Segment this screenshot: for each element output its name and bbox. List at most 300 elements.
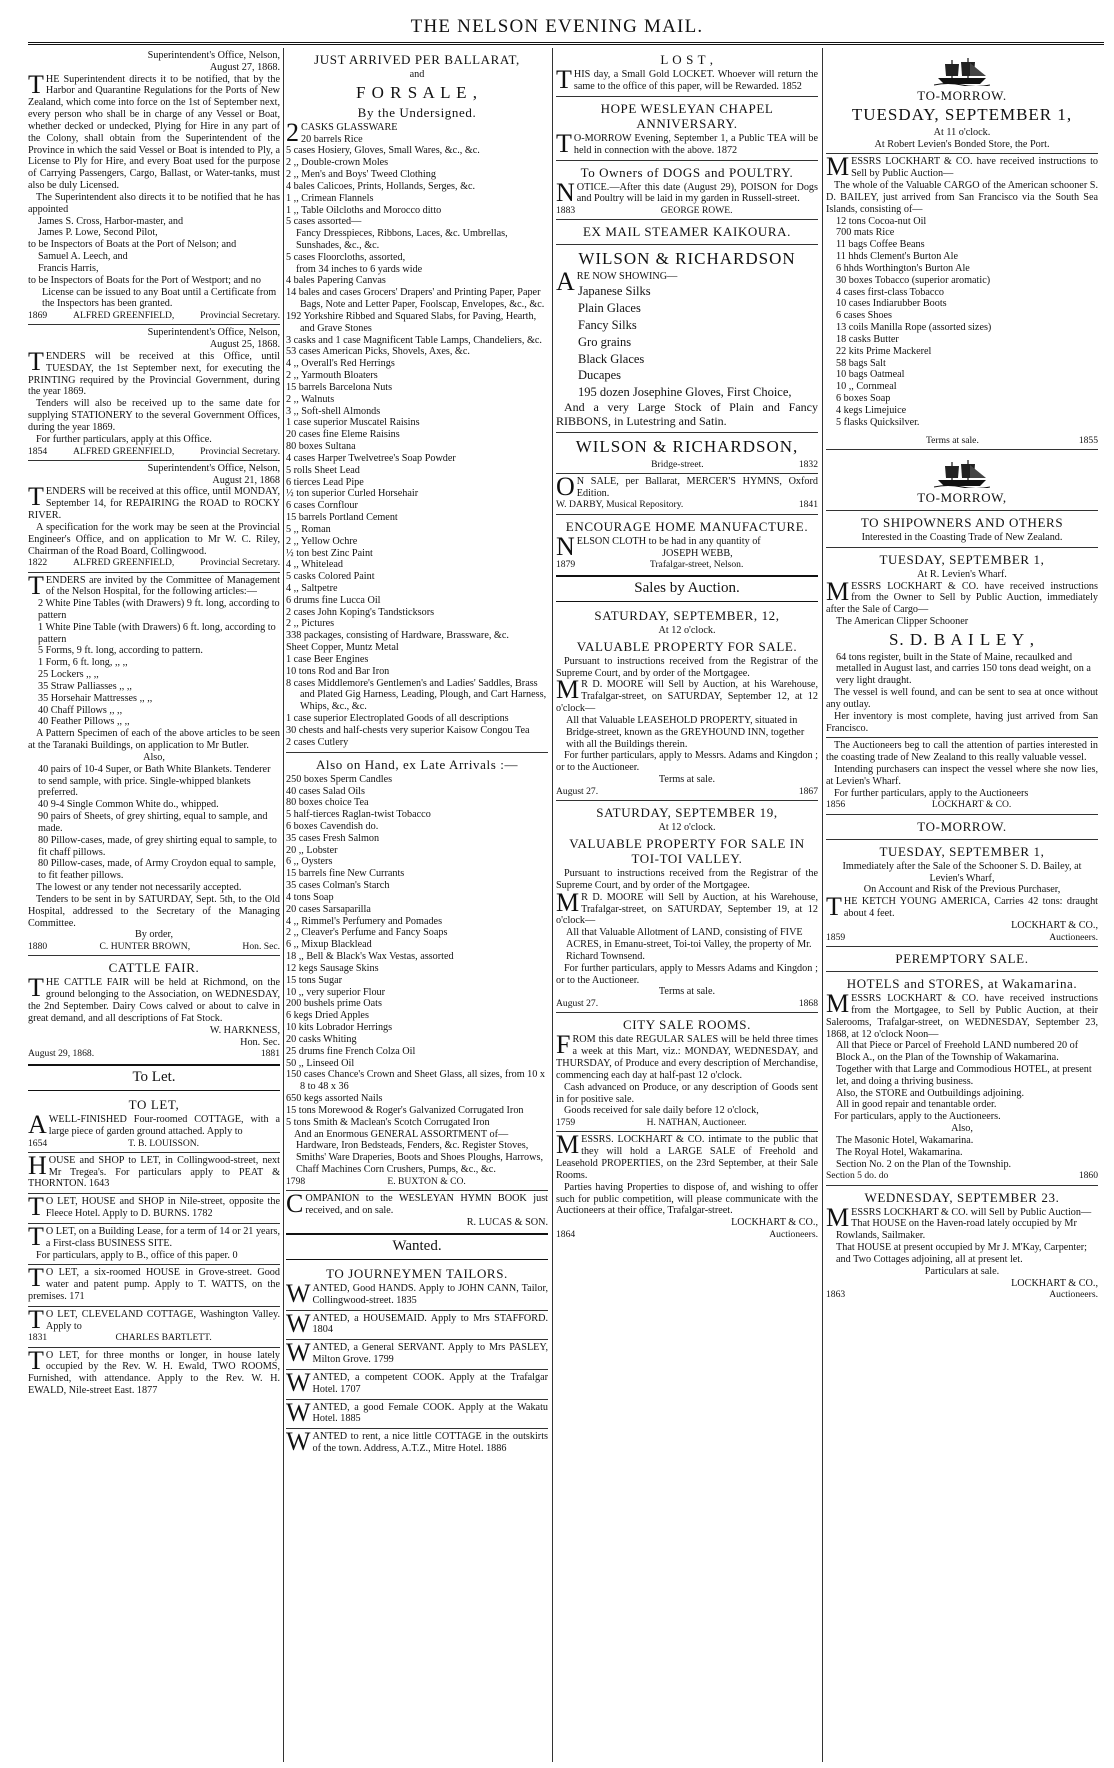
list-item: 5 flasks Quicksilver. [836,416,920,428]
ad-paragraph: TO-MORROW Evening, September 1, a Public TEA will be held in connection with the above. 1872 [556,128,818,158]
list-item: James P. Lowe, Second Pilot, [38,227,158,239]
list-item: 11 bags Coffee Beans [836,239,925,251]
advertisement [286,1310,548,1340]
list-item: 10 tons Rod and Bar Iron [286,665,390,677]
ad-paragraph: NELSON CLOTH to be had in any quantity of [556,531,761,561]
advertisement [826,547,1098,738]
advertisement [286,48,548,752]
list-item: 25 drums fine French Colza Oil [286,1045,416,1057]
ad-heading: To Owners of DOGS and POULTRY. [580,164,794,180]
ad-paragraph: TENDERS will be received at this Office, until TUESDAY, the 1st September next, for executing the PRINTING required by the Provincial Government, during the year 1869. [28,347,280,398]
signatory: C. HUNTER BROWN, [99,941,191,953]
list-item: 40 9-4 Single Common White do., whipped. [38,799,219,811]
list-item: 35 cases Fresh Salmon [286,832,380,844]
list-item: Samuel A. Leech, and [38,251,128,263]
list-item: James S. Cross, Harbor-master, and [38,215,184,227]
ad-paragraph: 2CASKS GLASSWARE [286,117,398,147]
ad-number: 1863 [826,1289,846,1301]
ad-paragraph: NOTICE.—After this date (August 29), POISON for Dogs and Poultry will be laid in my garden in Russell-street. [556,177,818,207]
signatory-title: 1881 [260,1048,280,1060]
list-item: 5 cases Floorcloths, assorted, [286,251,406,263]
ad-heading: CATTLE FAIR. [108,960,200,976]
ad-number: 1759 [556,1117,576,1129]
signatory-title: Auctioneers. [769,1228,818,1240]
list-item: All in good repair and tenantable order. [836,1099,997,1111]
centered-line: JOSEPH WEBB, [662,547,733,559]
signatory: Terms at sale. [925,434,979,446]
list-item: 4 ,, Overall's Red Herrings [286,358,395,370]
advertisement [28,955,280,1062]
advertisement [286,1369,548,1399]
list-item: Fancy Dresspieces, Ribbons, Laces, &c. Umbrellas, Sunshades, &c., &c. [296,228,508,251]
right-line: LOCKHART & CO., [1011,919,1098,931]
signatory-title: Provincial Secretary. [200,557,280,569]
list-item: Ducapes [578,368,622,383]
list-item: 700 mats Rice [836,227,895,239]
ad-paragraph: Goods received for sale daily before 12 o'clock, [564,1105,759,1117]
list-item: 2 ,, Yarmouth Bloaters [286,370,378,382]
list-item: 4 cases Harper Twelvetree's Soap Powder [286,452,456,464]
centered-line: Also, [951,1123,973,1135]
ad-heading: TO-MORROW. [917,88,1007,103]
ad-paragraph: FROM this date REGULAR SALES will be held three times a week at this Mart, viz.: MONDAY, WEDNESDAY, and THURSDAY, of Produce and every description of Merchandise, commencing each day at half-past 12 o'clock. [556,1030,818,1081]
signatory [94,1048,261,1059]
ad-paragraph: WANTED, a HOUSEMAID. Apply to Mrs STAFFORD. 1804 [286,1308,548,1338]
ad-paragraph: Tenders will also be received up to the same date for supplying STATIONERY to the several Government Offices, during the year 1869. [28,398,280,433]
ad-heading: HOPE WESLEYAN CHAPEL ANNIVERSARY. [600,100,774,131]
column-rule [552,48,553,1762]
list-item: 6 cases Shoes [836,310,893,322]
signature-line [826,1170,1098,1181]
list-item: 10 bags Oatmeal [836,369,905,381]
ad-paragraph: THIS day, a Small Gold LOCKET. Whoever will return the same to the office of this paper, will be Rewarded. 1852 [556,65,818,95]
list-item: 40 Feather Pillows ,, ,, [38,716,130,728]
list-item: 192 Yorkshire Ribbed and Squared Slabs, for Paving, Hearth, and Grave Stones [286,310,537,334]
list-item: 80 Pillow-cases, made, of Army Croydon equal to sample, to fit feather pillows. [38,858,276,882]
list-item: 6 kegs Dried Apples [286,1010,369,1022]
ad-paragraph: For particulars, apply to the Auctioneers. [834,1111,1001,1123]
list-item: 20 casks Whiting [286,1033,357,1045]
advertisement [28,1223,280,1264]
ad-paragraph: AWELL-FINISHED Four-roomed COTTAGE, with a large piece of garden ground attached. Apply to [28,1109,280,1139]
list-item: 20 ,, Lobster [286,844,338,856]
signatory [575,1229,769,1240]
centered-line: On Account and Risk of the Previous Purchaser, [863,884,1061,896]
ad-paragraph: Pursuant to instructions received from the Registrar of the Supreme Court, and by order of the Mortgagee. [556,868,818,891]
advertisement [556,96,818,160]
advertisement [286,1399,548,1429]
list-item: 5 cases Hosiery, Gloves, Small Wares, &c., &c. [286,145,480,157]
list-item: 20 cases fine Eleme Raisins [286,429,400,441]
list-item: 80 boxes Sultana [286,441,356,453]
list-item: 30 chests and half-chests very superior Kaisow Congou Tea [286,724,530,736]
column-4 [826,48,1098,1762]
right-line: W. HARKNESS, [209,1024,280,1036]
list-item: 30 boxes Tobacco (superior aromatic) [836,274,991,286]
list-item: 2 ,, Men's and Boys' Tweed Clothing [286,169,436,181]
ad-paragraph: A Pattern Specimen of each of the above articles to be seen at the Taranaki Buildings, on application to Mr Butler. [28,728,280,752]
list-item: Gro grains [578,334,632,349]
list-item: Section No. 2 on the Plan of the Township. [836,1158,1012,1170]
signature-line [826,1289,1098,1300]
list-item: 25 Lockers ,, ,, [38,669,99,681]
ad-paragraph: Tenders to be sent in by SATURDAY, Sept. 5th, to the Old Hospital, addressed to the Secretary of the Managing Committee. [28,893,280,929]
ad-paragraph: Pursuant to instructions received from the Registrar of the Supreme Court, and by order of the Mortgagee. [556,655,818,679]
section-heading: Wanted. [286,1233,548,1259]
signature-line [556,786,818,797]
advertisement [826,946,1098,971]
list-item: 3 casks and 1 case Magnificent Table Lamps, Chandeliers, &c. [286,334,542,346]
list-item: Also, the STORE and Outbuildings adjoining. [836,1087,1024,1099]
ad-paragraph: TENDERS are invited by the Committee of Management of the Nelson Hospital, for the following articles:— [28,570,280,600]
ad-paragraph: MR D. MOORE will Sell by Auction, at his Warehouse, Trafalgar-street, on SATURDAY, September 19, at 12 o'clock— [556,887,818,927]
signatory [683,499,799,510]
list-item: 5 Forms, 9 ft. long, according to pattern. [38,645,203,657]
ad-paragraph: HOUSE and SHOP to LET, in Collingwood-street, next Mr Tregea's. For particulars apply to PEAT & THORNTON. 1643 [28,1150,280,1190]
list-item: 6 hhds Worthington's Burton Ale [836,262,970,274]
signatory-title: 1860 [1078,1170,1098,1182]
column-1 [28,48,280,1762]
right-line: August 27, 1868. [209,61,280,73]
ad-paragraph: WANTED to rent, a nice little COTTAGE in the outskirts of the town. Address, A.T.Z., Mitre Hotel. 1886 [286,1427,548,1457]
advertisement [28,1347,280,1400]
ad-number: 1880 [28,941,48,953]
list-item: 12 tons Cocoa-nut Oil [836,215,927,227]
signatory-title: 1841 [798,499,818,511]
ad-number: 1822 [28,557,48,569]
ad-paragraph: THE Superintendent directs it to be notified, that by the Harbor and Quarantine Regulations for the Ports of New Zealand, which come into force on the 1st of September next, every person who shall be in charge of any Vessel or Boat, whether decked or undecked, Plying for Hire in any part of the Colony, shall obtain from the Superintendent of the Province in which the said Vessel or Boat is intended to Ply, a License to Ply for Hire, and every Boat used for the purpose of Carrying Passengers, Cargo, Ballast, or Water-tanks, must also be duly Licensed. [28,69,280,192]
advertisement [826,449,1098,510]
list-item: Japanese Silks [578,284,651,299]
right-line: Superintendent's Office, Nelson, [147,50,280,61]
list-item: 40 cases Salad Oils [286,785,365,797]
ad-paragraph: THE KETCH YOUNG AMERICA, Carries 42 tons: draught about 4 feet. [826,892,1098,922]
list-item: 2 cases Cutlery [286,736,349,748]
ad-number: August 27. [556,998,599,1010]
ad-paragraph: TO LET, on a Building Lease, for a term of 14 or 21 years, a First-class BUSINESS SITE. [28,1221,280,1251]
ad-number: 1883 [556,205,576,217]
ad-number: 1856 [826,799,846,811]
list-item: 5 ,, Roman [286,523,331,535]
signatory [845,932,1049,943]
right-line: Superintendent's Office, Nelson, [147,462,280,474]
signature-line [286,1176,548,1187]
ad-heading: EX MAIL STEAMER KAIKOURA. [582,224,792,240]
advertisement [556,604,818,800]
list-item: 1 ,, Crimean Flannels [286,192,374,204]
signatory: T. B. LOUISSON. [128,1137,200,1149]
ad-heading: JUST ARRIVED PER BALLARAT, [314,52,520,67]
right-line: LOCKHART & CO., [731,1217,818,1229]
column-2 [286,48,548,1762]
signatory: GEORGE ROWE. [660,205,733,217]
signatory-title: Auctioneers. [1049,931,1098,943]
ad-paragraph: WANTED, a competent COOK. Apply at the Trafalgar Hotel. 1707 [286,1367,548,1397]
signature-line [28,557,280,568]
centered-line: and [409,69,425,81]
ad-heading: WILSON & RICHARDSON [578,249,796,269]
ad-heading: SATURDAY, SEPTEMBER, 12, [594,607,780,623]
advertisement [826,48,1098,153]
ad-paragraph: TO LET, a six-roomed HOUSE in Grove-street. Good water and patent pump. Apply to T. WATTS, on the premises. 171 [28,1263,280,1302]
signature-line [28,446,280,457]
list-item: 250 boxes Sperm Candles [286,773,393,785]
list-item: 80 Pillow-cases, made, of grey shirting equal to sample, to fit chaff pillows. [38,834,277,858]
signature-line [826,932,1098,943]
ad-paragraph: MESSRS. LOCKHART & CO. intimate to the public that they will hold a LARGE SALE of Freehold and Leasehold PROPERTIES, on the 23rd September, at their Sale Rooms. [556,1130,818,1181]
ship-icon [934,458,990,488]
ad-paragraph: TO LET, for three months or longer, in house lately occupied by the Rev. W. H. Ewald, TWO ROOMS, Furnished, with attendance. Apply to the Rev. W. H. EWALD, Nile-street East. 1877 [28,1345,280,1397]
list-item: 6 boxes Soap [836,393,891,405]
list-item: 2 ,, Cleaver's Perfume and Fancy Soaps [286,927,448,939]
list-item: 53 cases American Picks, Shovels, Axes, &c. [286,346,470,358]
list-item: 5 casks Colored Paint [286,571,375,583]
list-item: 4 ,, Whitelead [286,559,343,571]
right-line: LOCKHART & CO., [1011,1277,1098,1289]
list-item: That HOUSE at present occupied by Mr J. M'Kay, Carpenter; and Two Cottages adjoining, all at present let. [836,1242,1087,1265]
signatory: ALFRED GREENFIELD, [73,310,175,322]
signatory [888,1170,1078,1181]
centered-line: Interested in the Coasting Trade of New Zealand. [861,531,1063,543]
advertisement [556,48,818,96]
signature-line [826,799,1098,810]
signatory-title: Auctioneers. [1049,1289,1098,1301]
list-item: The American Clipper Schooner [836,616,969,627]
advertisement [556,1012,818,1131]
ad-heading: SATURDAY, SEPTEMBER 19, [596,805,778,821]
list-item: 15 barrels Portland Cement [286,512,398,524]
list-item: to be Inspectors of Boats at the Port of Nelson; and [28,239,237,251]
list-item: 8 cases Middlemore's Gentlemen's and Ladies' Saddles, Brass and Plated Gig Harness, Leading, Plough, and Cart Harness, Whips, &c., &c. [286,677,547,713]
advertisement [556,473,818,514]
list-item: 2 White Pine Tables (with Drawers) 9 ft. long, according to pattern [38,598,280,621]
signature-line [556,559,818,570]
list-item: ½ ton best Zinc Paint [286,547,373,559]
list-item: 1 case Beer Engines [286,653,369,665]
ad-heading: ENCOURAGE HOME MANUFACTURE. [565,518,809,534]
list-item: Sheet Copper, Muntz Metal [286,642,399,654]
list-item: 4 ,, Saltpetre [286,583,338,594]
centered-line: Also, [143,751,165,763]
list-item: 6 cases Cornflour [286,500,358,512]
ad-number: 1831 [28,1332,48,1344]
signature-line [556,1117,818,1128]
list-item: 35 Straw Palliasses ,, ,, [38,680,132,692]
ad-paragraph: Cash advanced on Produce, or any description of Goods sent in for positive sale. [556,1081,818,1105]
list-item: 20 cases Sarsaparilla [286,903,371,915]
ad-number: 1798 [286,1175,306,1187]
signatory-title: Provincial Secretary. [200,445,280,457]
ad-heading: TO JOURNEYMEN TAILORS. [326,1265,508,1281]
ad-paragraph: The Auctioneers beg to call the attention of parties interested in the coasting trade of New Zealand to this really valuable vessel. [826,740,1098,764]
list-item: 195 dozen Josephine Gloves, First Choice, [578,385,792,400]
list-item: Francis Harris, [38,262,99,274]
ad-paragraph: MESSRS LOCKHART & CO. have received instructions from the Mortgagee, to Sell by Public Auction, at their Salerooms, Trafalgar-street, on WEDNESDAY, September 23, 1868, at 12 o'clock Noon— [826,989,1098,1040]
list-item: 2 ,, Yellow Ochre [286,535,358,547]
list-item: 10 kits Lobrador Herrings [286,1022,393,1034]
ad-heading: TO LET, [128,1096,180,1112]
list-item: 150 cases Chance's Crown and Sheet Glass, all sizes, from 10 x 8 to 48 x 36 [286,1069,546,1093]
newspaper-title: THE NELSON EVENING MAIL. [410,16,704,37]
ad-paragraph: MESSRS LOCKHART & CO. have received instructions from the Owner to Sell by Public Auction, immediately after the Sale of Cargo— [826,576,1098,616]
advertisement [556,160,818,220]
advertisement [826,971,1098,1185]
list-item: 200 bushels prime Oats [286,998,382,1010]
list-item: 15 tons Sugar [286,974,343,986]
list-item: 58 bags Salt [836,357,886,369]
ad-paragraph: WANTED, Good HANDS. Apply to JOHN CANN, Tailor, Collingwood-street. 1835 [286,1278,548,1308]
centered-line: Terms at sale. [658,774,716,786]
list-item: 10 cases Indiarubber Boots [836,298,947,310]
list-item: The Masonic Hotel, Wakamarina. [836,1134,974,1146]
signatory: LOCKHART & CO. [931,799,1012,811]
list-item: 1 White Pine Table (with Drawers) 6 ft. long, according to pattern [38,621,276,645]
right-line: Hon. Sec. [240,1036,280,1048]
signatory: Trafalgar-street, Nelson. [649,559,744,571]
signatory: H. NATHAN, Auctioneer. [646,1117,747,1129]
centered-line: By order, [134,929,174,941]
signatory [598,786,799,797]
ad-paragraph: MESSRS LOCKHART & CO. have received instructions to Sell by Public Auction— [826,152,1098,182]
ad-paragraph: WANTED, a General SERVANT. Apply to Mrs PASLEY, Milton Grove. 1799 [286,1338,548,1368]
centered-line: Terms at sale. [658,986,716,998]
ad-paragraph: COMPANION to the WESLEYAN HYMN BOOK just received, and on sale. [286,1188,548,1218]
list-item: 18 ,, Bell & Black's Wax Vestas, assorted [286,951,454,963]
signatory-title: Provincial Secretary. [200,310,280,322]
list-item: 1 ,, Table Oilcloths and Morocco ditto [286,204,442,216]
list-item: 35 cases Colman's Starch [286,880,390,892]
centered-line: At Robert Levien's Bonded Store, the Port. [874,138,1050,150]
advertisement [286,1428,548,1458]
list-item: 3 ,, Soft-shell Almonds [286,405,381,417]
list-item: 4 kegs Limejuice [836,404,907,416]
advertisement [28,1093,280,1152]
signatory: Bridge-street. [651,458,704,470]
advertisement [556,800,818,1012]
ad-paragraph: THE CATTLE FAIR will be held at Richmond, on the ground belonging to the Association, on WEDNESDAY, the 2nd September. Dairy Cows calved or about to calve in great demand, and all descriptions of Fat Stock. [28,973,280,1024]
list-item: 1 case superior Electroplated Goods of all descriptions [286,713,509,725]
ad-paragraph: The Superintendent also directs it to be notified that he has appointed [28,191,280,215]
ad-paragraph: And a very Large Stock of Plain and Fancy RIBBONS, in Lutestring and Satin. [556,400,818,429]
ad-paragraph: The whole of the Valuable CARGO of the American schooner S. D. BAILEY, just arrived from San Francisco via the South Sea Islands, consisting of— [826,180,1098,215]
list-item: 5 rolls Sheet Lead [286,464,360,476]
advertisement [286,1339,548,1369]
advertisement [556,514,818,574]
ad-heading: L O S T , [660,52,714,67]
right-line: Superintendent's Office, Nelson, [147,327,280,339]
list-item: 40 Chaff Pillows ,, ,, [38,704,123,716]
signature-line [28,1138,280,1149]
list-item: 6 boxes Cavendish do. [286,820,379,832]
ad-paragraph: A specification for the work may be seen at the Provincial Engineer's Office, and on application to Mr W. C. Riley, Chairman of the Road Board, Collingwood. [28,521,280,557]
list-item: 12 kegs Sausage Skins [286,962,379,974]
list-item: 2 ,, Pictures [286,618,335,630]
list-item: That HOUSE on the Haven-road lately occupied by Mr Rowlands, Sailmaker. [836,1218,1077,1242]
advertisement [28,572,280,956]
list-item: 90 pairs of Sheets, of grey shirting, equal to sample, and made. [38,811,268,834]
ad-number: 1854 [28,445,48,457]
advertisement [286,1190,548,1231]
ad-number: August 29, 1868. [28,1048,95,1060]
ad-heading: HOTELS and STORES, at Wakamarina. [846,975,1078,991]
list-item: 14 bales and cases Grocers' Drapers' and Printing Paper, Paper Bags, Note and Letter Paper, Foolscap, Envelopes, &c., &c. [286,287,545,311]
ad-number: 1879 [556,559,576,571]
ad-paragraph: For further particulars, apply to Messrs. Adams and Kingdon ; or to the Auctioneer. [556,750,818,774]
ad-paragraph: Her inventory is most complete, having just arrived from San Francisco. [826,710,1098,734]
ad-paragraph: ARE NOW SHOWING— [556,267,678,297]
list-item: 10 ,, very superior Flour [286,986,386,998]
ad-paragraph: For further particulars, apply to Messrs Adams and Kingdon ; or to the Auctioneer. [556,962,818,986]
advertisement [556,219,818,244]
list-item: 13 coils Manilla Rope (assorted sizes) [836,322,992,334]
ad-number: 1859 [826,931,846,943]
advertisement [28,1152,280,1193]
signatory: ALFRED GREENFIELD, [73,557,175,569]
ad-heading: TUESDAY, SEPTEMBER 1, [851,105,1073,125]
signatory: ALFRED GREENFIELD, [73,445,175,457]
list-item: 6 tierces Lead Pipe [286,476,364,488]
list-item: All that Piece or Parcel of Freehold LAND numbered 20 of Block A., on the Plan of the Township of Wakamarina. [836,1040,1079,1064]
advertisement [286,1262,548,1310]
ad-paragraph: For further particulars, apply to the Auctioneers [834,787,1029,799]
advertisement [556,1131,818,1243]
masthead [0,0,1114,44]
advertisement [826,1185,1098,1304]
list-item: 5 tons Smith & Maclean's Scotch Corrugated Iron [286,1116,490,1128]
list-item: 2 ,, Walnuts [286,393,335,405]
ad-paragraph: TENDERS will be received at this office, until MONDAY, September 14, for REPAIRING the ROAD to ROCKY RIVER. [28,482,280,522]
ad-heading: WILSON & RICHARDSON, [575,436,799,456]
advertisement [28,1193,280,1223]
list-item: The Royal Hotel, Wakamarina. [836,1146,963,1158]
signatory [845,1289,1049,1300]
ad-paragraph: MR D. MOORE will Sell by Auction, at his Warehouse, Trafalgar-street, on SATURDAY, September 12, at 12 o'clock— [556,675,818,715]
ad-heading: TUESDAY, SEPTEMBER 1, [879,843,1045,859]
signature-line [28,1332,280,1343]
list-item: 2 ,, Double-crown Moles [286,157,389,169]
ad-paragraph: For particulars, apply to B., office of this paper. 0 [36,1249,238,1261]
list-item: 4 bales Calicoes, Prints, Hollands, Serges, &c. [286,180,476,192]
advertisement [826,839,1098,946]
ad-paragraph: For further particulars, apply at this Office. [36,433,212,445]
advertisement [826,814,1098,839]
signature-line [28,941,280,952]
right-line: August 21, 1868 [212,474,280,486]
list-item: 20 barrels Rice [301,133,363,145]
ad-paragraph: Parties having Properties to dispose of, and wishing to offer such for public competition, will please communicate with the Auctioneers at their office, Trafalgar-street. [556,1181,818,1217]
list-item: 50 ,, Linseed Oil [286,1057,355,1069]
list-item: 338 packages, consisting of Hardware, Brassware, &c. [286,630,509,642]
centered-line: At 12 o'clock. [658,624,716,636]
list-item: 6 drums fine Lucca Oil [286,594,381,606]
list-item: 4 cases first-class Tobacco [836,286,945,298]
ad-paragraph: Intending purchasers can inspect the vessel where she now lies, at Levien's Wharf. [826,764,1098,787]
list-item: 6 ,, Mixup Blacklead [286,939,372,951]
list-item: 64 tons register, built in the State of Maine, recaulked and metalled in August last, and carries 150 tons dead weight, on a very light draught. [836,651,1091,687]
list-item: 2 cases John Koping's Tandsticksors [286,606,435,618]
ad-heading: TO SHIPOWNERS AND OTHERS [860,514,1064,530]
signature-line [556,459,818,470]
ad-heading: VALUABLE PROPERTY FOR SALE. [576,638,798,654]
ad-paragraph: And an Enormous GENERAL ASSORTMENT of— [294,1128,509,1140]
advertisement [826,737,1098,813]
list-item: 5 half-tierces Raglan-twist Tobacco [286,809,431,821]
ad-paragraph: WANTED, a good Female COOK. Apply at the Wakatu Hotel. 1885 [286,1397,548,1427]
list-item: Fancy Silks [578,317,637,332]
list-item: 40 pairs of 10-4 Super, or Bath White Blankets. Tenderer to send sample, with price. Single-whipped blankets preferred. [38,763,271,799]
centered-line: At 12 o'clock. [658,822,716,834]
ad-number: 1864 [556,1228,576,1240]
